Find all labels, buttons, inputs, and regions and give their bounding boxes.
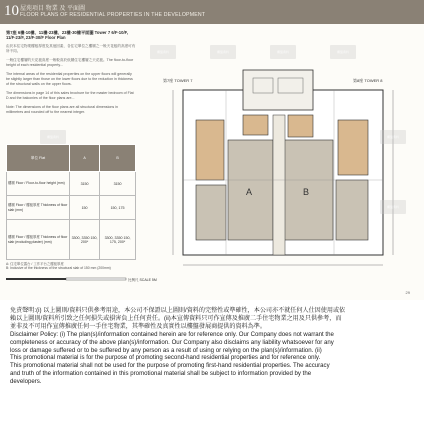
table-notes xyxy=(6,262,136,270)
table-cell: 3150 xyxy=(100,172,136,196)
page-footer-number: 29 xyxy=(405,290,410,295)
table-cell: 3300, 3350 150, 175, 200* xyxy=(100,220,136,260)
watermark-logo: 樓盤資料 xyxy=(270,45,296,59)
table-row xyxy=(7,220,136,260)
paragraph: 一般住宅樓層的天花板高度一般較高於低層住宅樓層之天花板。The floor-to-floor height of each residential property... xyxy=(6,58,134,67)
paragraph: The dimensions in page 14 of this sales brochure for the master bedroom of Flat D and the balconies of the floor plans are... xyxy=(6,91,134,100)
table-cell: 150 xyxy=(70,196,100,220)
table-cell: 樓層 Floor / 樓板厚度 Thickness of floor slab (excluding plaster) (mm) xyxy=(7,220,70,260)
watermark-logo: 樓盤資料 xyxy=(380,130,406,144)
disclaimer-line: completeness or accuracy of the above plan(s)/information. Our Company also disclaims any liability whatsoever for any xyxy=(10,338,334,346)
note: A: 住宅單位露台 / 工作平台之樓板厚度 xyxy=(6,262,64,266)
table-header-row xyxy=(7,145,136,172)
page-header xyxy=(0,0,424,24)
watermark-logo: 樓盤資料 xyxy=(150,45,176,59)
table-cell: 150, 175 xyxy=(100,196,136,220)
table-row xyxy=(7,196,136,220)
disclaimer-line: Disclaimer Policy: (i) The plan(s)/information contained herein are for reference only. Our Company does not warrant the xyxy=(10,330,334,338)
flat-a-label: A xyxy=(246,187,253,197)
floor-plan-drawing xyxy=(148,60,408,285)
disclaimer-line: 免責聲明:(i) 以上圖則/資料只供參考用途，本公司不保證以上圖則/資料的完整性或準確性，本公司亦不就任何人仕因使用或依 xyxy=(10,307,346,314)
disclaimer xyxy=(10,307,416,386)
disclaimer-line: and truth of the information contained in this promotional material shall be subject to information provided by the xyxy=(10,370,312,378)
table-header: 單位 Flat xyxy=(7,145,70,172)
page-number: 10 xyxy=(4,3,19,19)
tower-8-label: 第8座 TOWER 8 xyxy=(353,78,383,83)
note: B: Inclusive of the thickness of the structural slab of 150 mm (200mm) xyxy=(6,266,111,271)
flat-b-label: B xyxy=(303,187,310,197)
table-cell: 樓層 Floor / 樓板厚度 Thickness of floor slab (mm) xyxy=(7,196,70,220)
disclaimer-line: 賴以上圖則/資料所引致之任何損失或損害負上任何責任。(ii)本宣傳資料只可作宣傳及推廣二手住宅物業之用及只供參考，而 xyxy=(10,314,342,322)
floor-title: 第7座 6樓-10樓、11樓-23樓、23樓-30樓平面圖 Tower 7 6/F-10/F, 11/F-23/F, 23/F-30/F Floor Plan xyxy=(6,30,128,40)
table-header: A xyxy=(70,145,100,172)
scale-bar xyxy=(6,276,157,284)
scale-label: 比例尺 SCALE 5M xyxy=(128,278,157,282)
table-cell: 3300, 3350 150, 200* xyxy=(70,220,100,260)
disclaimer-line: This promotional material is for the purpose of promoting second-hand residential properties and for reference only. xyxy=(10,354,321,362)
paragraph: Note: The dimensions of the floor plans are all structural dimensions in millimetres and rounded off to the nearest integer. xyxy=(6,105,118,114)
table-cell: 3150 xyxy=(70,172,100,196)
paragraph: The internal areas of the residential properties on the upper floors will generally be slightly larger than those on the lower floors due to the reduction in thickness of the structural walls on the upper floors. xyxy=(6,72,133,86)
watermark-logo: 樓盤資料 xyxy=(380,200,406,214)
header-title-zh: 屋苑項目 物業 及 平面圖 xyxy=(20,6,86,12)
paragraph: 由於本住宅物業樓板厚度及其他因素，各住宅單位之樓層之一般天花板的高度可有所不同。 xyxy=(6,44,136,53)
table-cell: 樓層 Floor / Floor-to-floor height (mm) xyxy=(7,172,70,196)
specification-table xyxy=(6,144,136,260)
watermark-logo: 樓盤資料 xyxy=(210,45,236,59)
text-column xyxy=(6,30,136,120)
disclaimer-line: developers. xyxy=(10,378,42,386)
tower-7-label: 第7座 TOWER 7 xyxy=(163,78,193,83)
disclaimer-line: 並非及不可用作宣傳推廣任何一手住宅物業，其準確性及真實性以樓盤發展商提供的資料為準。 xyxy=(10,322,266,330)
disclaimer-line: This promotional material shall not be used for the purpose of promoting first-hand residential properties. The accuracy xyxy=(10,362,330,370)
watermark-logo: 樓盤資料 xyxy=(330,45,356,59)
table-row xyxy=(7,172,136,196)
watermark-logo: 樓盤資料 xyxy=(40,130,66,144)
disclaimer-line: loss or damage suffered or to be suffered by any person as a result of using or relying on the plan(s)/information. (ii) xyxy=(10,346,322,354)
header-title-en: FLOOR PLANS OF RESIDENTIAL PROPERTIES IN THE DEVELOPMENT xyxy=(20,12,206,18)
table-header: B xyxy=(100,145,136,172)
